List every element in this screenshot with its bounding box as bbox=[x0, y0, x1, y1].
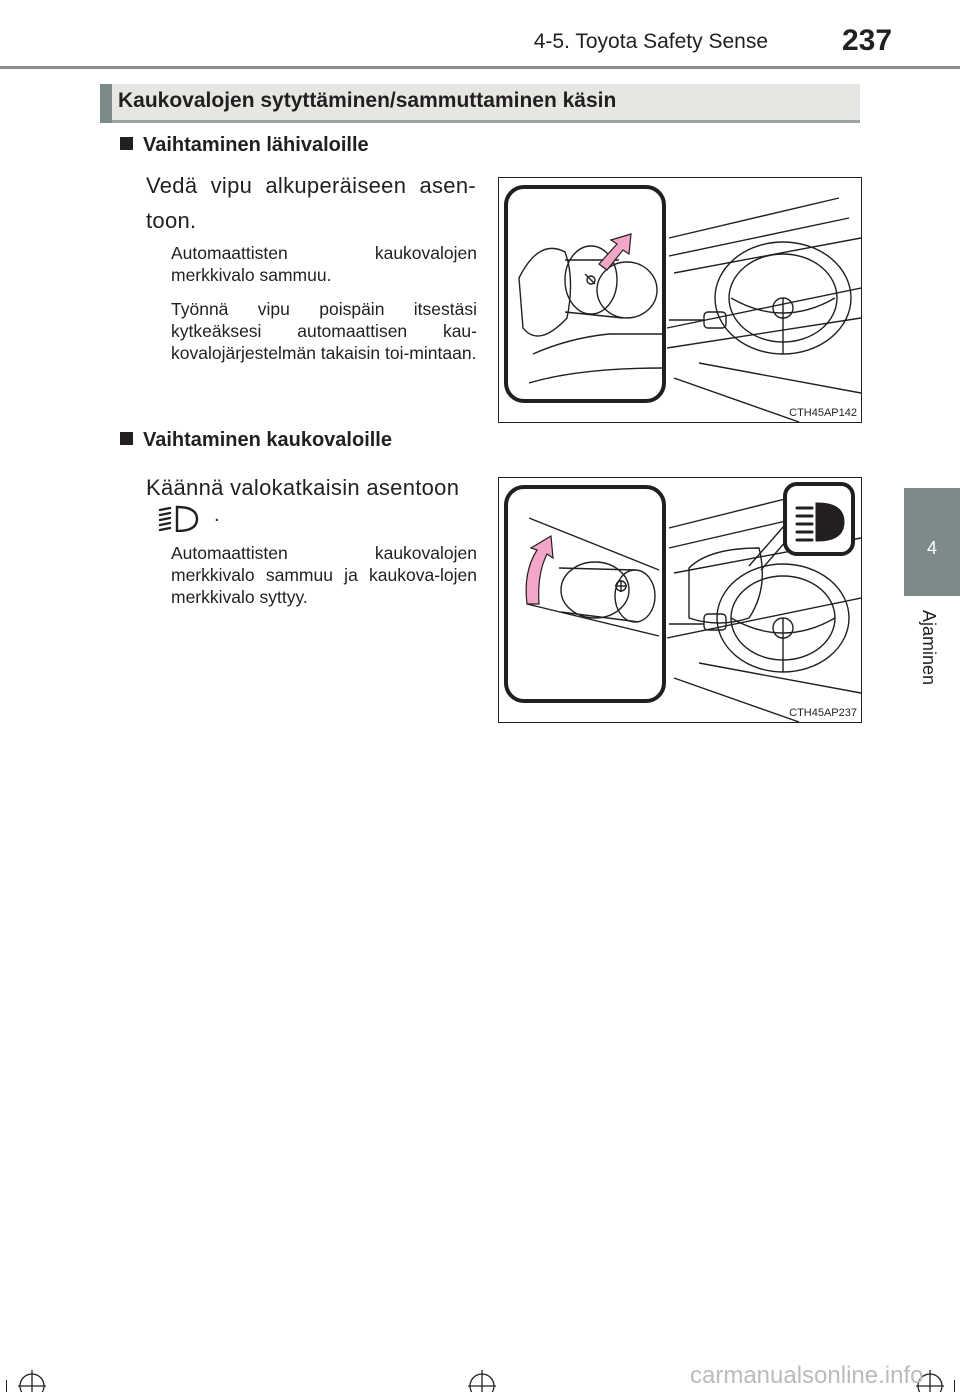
chapter-number: 4 bbox=[926, 538, 937, 558]
note-high-beam-1: Automaattisten kaukovalojen merkkivalo sammuu ja kaukova-lojen merkkivalo syttyy. bbox=[171, 543, 477, 607]
crop-mark bbox=[954, 1380, 955, 1392]
section-title-accent bbox=[100, 84, 112, 123]
watermark: carmanualsonline.info bbox=[690, 1362, 924, 1389]
instruction-low-beam: Vedä vipu alkuperäiseen asen-toon. bbox=[146, 173, 476, 233]
subheading-high-beam bbox=[120, 429, 392, 452]
registration-mark-icon bbox=[14, 1370, 50, 1392]
figure-low-beam-code: CTH45AP142 bbox=[789, 407, 857, 419]
header-rule bbox=[0, 66, 960, 69]
instruction-high-beam: Käännä valokatkaisin asentoon bbox=[146, 475, 460, 500]
crop-mark bbox=[6, 1380, 7, 1392]
header-section: 4-5. Toyota Safety Sense bbox=[533, 30, 768, 53]
note-low-beam-2: Työnnä vipu poispäin itsestäsi kytkeäksesi automaattisen kau-kovalojärjestelmän takaisin toi-mintaan. bbox=[171, 299, 477, 363]
low-beam-illustration bbox=[499, 178, 861, 422]
subheading-low-beam bbox=[120, 134, 369, 157]
section-title: Kaukovalojen sytyttäminen/sammuttaminen käsin bbox=[118, 89, 617, 112]
high-beam-illustration bbox=[499, 478, 861, 722]
registration-mark-icon bbox=[464, 1370, 500, 1392]
page-number: 237 bbox=[842, 24, 893, 57]
subheading-low-beam-text: Vaihtaminen lähivaloille bbox=[143, 134, 369, 156]
figure-high-beam bbox=[498, 477, 862, 723]
figure-low-beam bbox=[498, 177, 862, 423]
headlight-high-beam-icon bbox=[157, 504, 201, 532]
note-low-beam-1: Automaattisten kaukovalojen merkkivalo sammuu. bbox=[171, 243, 477, 285]
square-bullet-icon bbox=[120, 137, 133, 150]
instruction-high-beam-end: . bbox=[214, 504, 220, 526]
square-bullet-icon bbox=[120, 432, 133, 445]
chapter-label: Ajaminen bbox=[919, 610, 939, 686]
figure-high-beam-code: CTH45AP237 bbox=[789, 707, 857, 719]
subheading-high-beam-text: Vaihtaminen kaukovaloille bbox=[143, 429, 392, 451]
